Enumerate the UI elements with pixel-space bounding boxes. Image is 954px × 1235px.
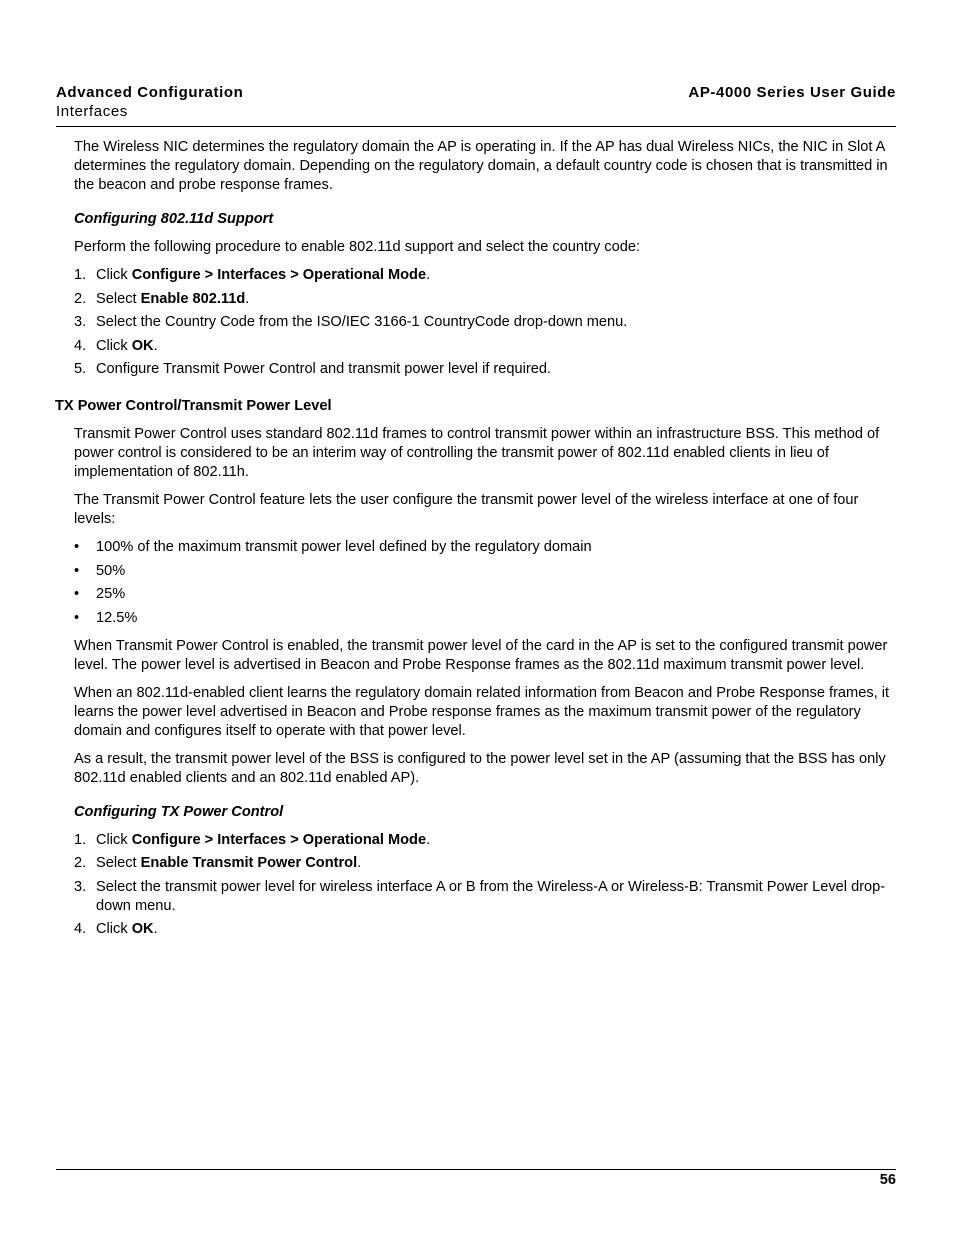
power-level-list <box>74 538 899 628</box>
list-item <box>74 854 899 873</box>
step-number: 2. <box>74 290 87 307</box>
step-number: 1. <box>74 831 87 848</box>
step-end: . <box>245 290 250 307</box>
step-text: Select the Country Code from the ISO/IEC 3166-1 CountryCode drop-down menu. <box>96 314 628 330</box>
list-item <box>74 360 899 379</box>
bullet-text: 25% <box>96 586 126 602</box>
step-end: . <box>153 921 158 937</box>
page-content <box>55 138 899 948</box>
header-divider <box>56 126 896 127</box>
step-number: 1. <box>74 267 87 283</box>
step-number: 4. <box>74 337 87 354</box>
header-row <box>56 84 896 101</box>
intro-paragraph: The Wireless NIC determines the regulatory domain the AP is operating in. If the AP has dual Wireless NICs, the NIC in Slot A determines the regulatory domain. Depending on the regulatory domain, a default country code is chosen that is transmitted in the beacon and probe response frames. <box>74 139 888 193</box>
step-text: Select <box>96 855 141 871</box>
step-end: . <box>357 855 362 871</box>
chapter-title: Advanced Configuration <box>56 84 244 101</box>
footer-divider <box>56 1169 896 1170</box>
sec2-paragraph-3: When Transmit Power Control is enabled, the transmit power level of the card in the AP is set to the configured transmit power level. The power level is advertised in Beacon and Probe Response frames as the 802.11d maximum transmit power level. <box>74 637 888 673</box>
step-number: 2. <box>74 855 87 871</box>
step-text: Select the transmit power level for wireless interface A or B from the Wireless-A or Wireless-B: Transmit Power Level drop-down menu. <box>96 878 886 914</box>
sec1-steps <box>74 266 899 379</box>
sec3-heading: Configuring TX Power Control <box>74 803 284 820</box>
sec1-lead: Perform the following procedure to enable 802.11d support and select the country code: <box>74 239 640 255</box>
sec3-steps <box>74 831 899 940</box>
step-text: Click <box>96 921 132 937</box>
list-item <box>74 538 899 557</box>
list-item <box>74 562 899 581</box>
list-item <box>74 585 899 604</box>
bullet-text: 50% <box>96 562 126 579</box>
list-item <box>74 337 899 356</box>
list-item <box>74 831 899 850</box>
step-ui-path: Configure > Interfaces > Operational Mode <box>131 831 427 848</box>
step-ui-path: Enable 802.11d <box>140 290 246 307</box>
step-end: . <box>153 337 158 354</box>
step-ui-path: Configure > Interfaces > Operational Mode <box>131 267 427 283</box>
page-number: 56 <box>879 1172 896 1188</box>
page-header <box>56 84 896 120</box>
bullet: • <box>74 609 80 626</box>
step-end: . <box>426 831 431 848</box>
sec2-paragraph-1: Transmit Power Control uses standard 802.11d frames to control transmit power within an infrastructure BSS. This method of power control is considered to be an interim way of controlling the transmit power of 802.11d enabled clients in lieu of implementation of 802.11h. <box>74 426 880 480</box>
step-text: Click <box>96 267 132 283</box>
step-text: Click <box>96 337 132 354</box>
list-item <box>74 878 899 916</box>
step-number: 4. <box>74 921 87 937</box>
step-text: Click <box>96 831 132 848</box>
bullet: • <box>74 539 80 555</box>
section-subtitle: Interfaces <box>56 103 128 120</box>
step-number: 3. <box>74 314 87 330</box>
step-ui-path: OK <box>131 337 154 354</box>
bullet-text: 12.5% <box>96 609 138 626</box>
sec2-paragraph-2: The Transmit Power Control feature lets the user configure the transmit power level of the wireless interface at one of four levels: <box>74 492 859 527</box>
step-end: . <box>426 267 431 283</box>
sec2-paragraph-4: When an 802.11d-enabled client learns the regulatory domain related information from Beacon and Probe Response frames, it learns the power level advertised in Beacon and Probe response frames as the maximum transmit power of the regulatory domain and configures itself to operate with that power level. <box>74 684 890 739</box>
guide-title: AP-4000 Series User Guide <box>688 84 896 101</box>
list-item <box>74 609 899 628</box>
bullet: • <box>74 586 80 602</box>
step-text: Configure Transmit Power Control and transmit power level if required. <box>96 361 552 377</box>
sec1-heading: Configuring 802.11d Support <box>74 211 274 227</box>
list-item <box>74 290 899 309</box>
list-item <box>74 920 899 939</box>
step-number: 3. <box>74 878 87 895</box>
bullet: • <box>74 562 80 579</box>
step-text: Select <box>96 290 141 307</box>
list-item <box>74 313 899 332</box>
step-number: 5. <box>74 361 87 377</box>
step-ui-path: Enable Transmit Power Control <box>140 855 358 871</box>
sec2-heading: TX Power Control/Transmit Power Level <box>55 398 332 414</box>
sec2-paragraph-5: As a result, the transmit power level of the BSS is configured to the power level set in the AP (assuming that the BSS has only 802.11d enabled clients and an 802.11d enabled AP). <box>74 750 886 786</box>
list-item <box>74 266 899 285</box>
step-ui-path: OK <box>131 921 154 937</box>
bullet-text: 100% of the maximum transmit power level defined by the regulatory domain <box>96 539 592 555</box>
